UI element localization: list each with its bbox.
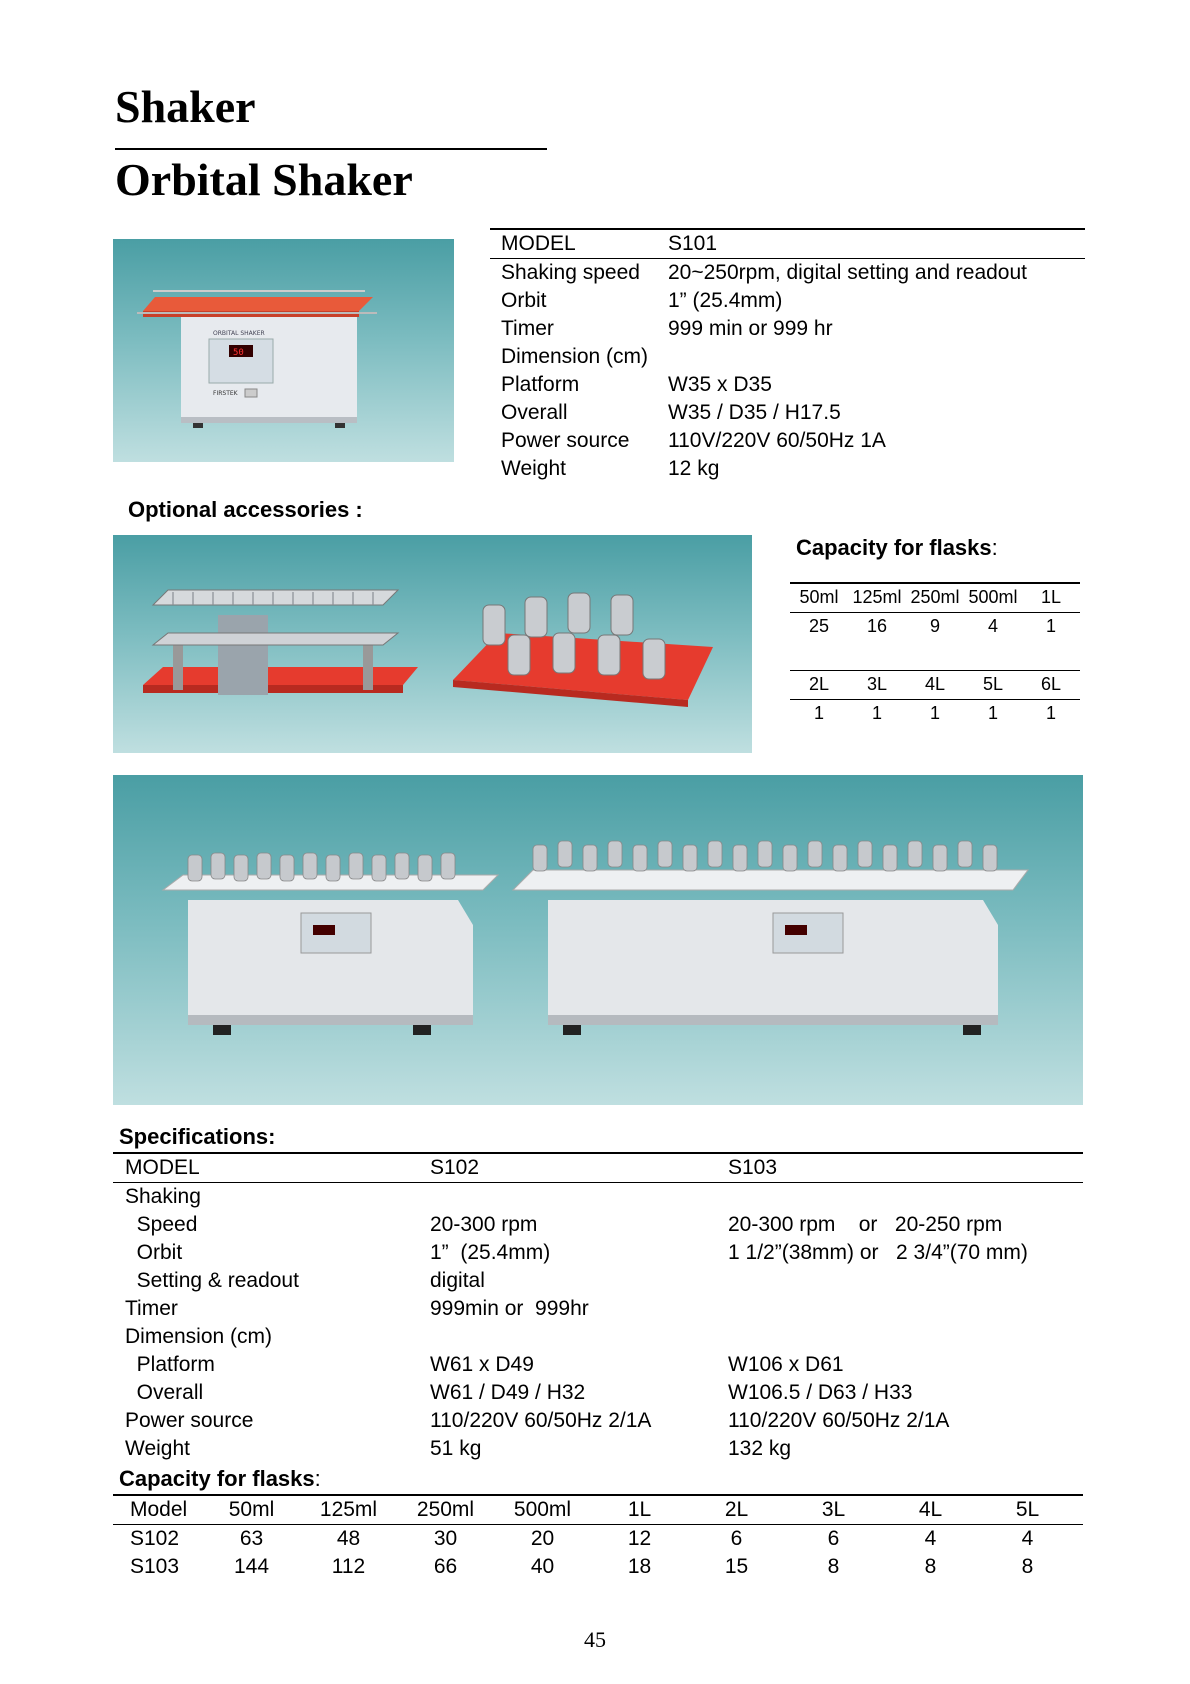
spec-key: Power source bbox=[501, 429, 630, 452]
spec-value: 1” (25.4mm) bbox=[668, 289, 783, 312]
capacity-header-cell: 500ml bbox=[513, 1497, 572, 1521]
capacity-value-row bbox=[790, 613, 1080, 641]
s101-capacity-table bbox=[790, 582, 1080, 728]
spec-key: Dimension (cm) bbox=[501, 345, 649, 368]
spec-key: Platform bbox=[501, 373, 580, 396]
capacity-header-cell: 4L bbox=[918, 1497, 943, 1521]
capacity-value-cell: 20 bbox=[530, 1527, 555, 1550]
capacity-value-cell: 48 bbox=[336, 1527, 361, 1550]
spec-key: Setting & readout bbox=[125, 1269, 299, 1292]
capacity-header-cell: 2L bbox=[808, 674, 830, 694]
accessories-photo bbox=[113, 535, 752, 753]
capacity-header-row bbox=[113, 1496, 1083, 1524]
spec-key: Power source bbox=[125, 1409, 254, 1432]
spec-key: Dimension (cm) bbox=[125, 1325, 273, 1348]
capacity-header-cell: 4L bbox=[924, 674, 946, 694]
spec-row bbox=[490, 343, 1085, 371]
spec-key: Shaking bbox=[125, 1185, 201, 1208]
spec-value: W35 x D35 bbox=[668, 373, 772, 396]
title-divider bbox=[115, 148, 547, 150]
spec-row bbox=[113, 1407, 1083, 1435]
capacity-header-cell: 50ml bbox=[799, 587, 839, 607]
spec-value-s103: 132 kg bbox=[728, 1437, 792, 1460]
table-header-row bbox=[490, 230, 1085, 258]
spec-value: W35 / D35 / H17.5 bbox=[668, 401, 841, 424]
capacity-header-row bbox=[790, 584, 1080, 612]
capacity-large-title bbox=[119, 1466, 321, 1492]
page-number: 45 bbox=[584, 1627, 606, 1652]
capacity-header-cell: 1L bbox=[1040, 587, 1062, 607]
spec-value-s102: W61 x D49 bbox=[430, 1353, 534, 1376]
s101-spec-table bbox=[490, 228, 1085, 483]
spec-row bbox=[490, 371, 1085, 399]
spec-row bbox=[490, 399, 1085, 427]
spec-value-s102: digital bbox=[430, 1269, 485, 1292]
spec-key: Timer bbox=[125, 1297, 178, 1320]
s102-s103-product-photo bbox=[113, 775, 1083, 1105]
capacity-value-cell: 16 bbox=[866, 616, 888, 636]
capacity-value-cell: 1 bbox=[813, 703, 824, 723]
capacity-header-cell: 6L bbox=[1040, 674, 1062, 694]
spec-value-s102: W61 / D49 / H32 bbox=[430, 1381, 586, 1404]
capacity-header-cell: 250ml bbox=[910, 587, 960, 607]
spec-key: Timer bbox=[501, 317, 554, 340]
s101-display-readout: 50 bbox=[233, 348, 244, 358]
capacity-title-text: Capacity for flasks bbox=[119, 1466, 315, 1491]
spec-row bbox=[113, 1435, 1083, 1463]
spec-value: 999 min or 999 hr bbox=[668, 317, 833, 340]
capacity-value-cell: 25 bbox=[808, 616, 830, 636]
capacity-value-cell: 66 bbox=[433, 1555, 458, 1578]
capacity-value-cell: 4 bbox=[924, 1527, 937, 1550]
spec-value-s103: 1 1/2”(38mm) or 2 3/4”(70 mm) bbox=[728, 1241, 1028, 1264]
capacity-value-cell: 1 bbox=[929, 703, 940, 723]
capacity-value-cell: 18 bbox=[627, 1555, 652, 1578]
spec-row bbox=[490, 287, 1085, 315]
capacity-header-cell: 5L bbox=[982, 674, 1004, 694]
spec-value-s103: 110/220V 60/50Hz 2/1A bbox=[728, 1409, 950, 1432]
capacity-value-cell: 4 bbox=[987, 616, 998, 636]
s101-brand-label: FIRSTEK bbox=[213, 390, 238, 397]
spec-row bbox=[490, 427, 1085, 455]
page-title: Shaker bbox=[115, 81, 256, 132]
spec-key: Overall bbox=[125, 1381, 204, 1404]
capacity-value-cell: 8 bbox=[827, 1555, 840, 1578]
spec-row bbox=[113, 1183, 1083, 1211]
capacity-title bbox=[796, 535, 998, 561]
capacity-model-header: Model bbox=[130, 1497, 188, 1521]
model-s102: S102 bbox=[430, 1155, 480, 1179]
spec-key: Speed bbox=[125, 1213, 198, 1236]
s101-product-photo bbox=[113, 239, 454, 462]
model-label: MODEL bbox=[125, 1155, 200, 1179]
capacity-header-row bbox=[790, 671, 1080, 699]
specifications-title: Specifications: bbox=[119, 1124, 276, 1149]
spec-key: Weight bbox=[501, 457, 566, 480]
optional-accessories-label: Optional accessories : bbox=[128, 497, 363, 522]
capacity-value-cell: 1 bbox=[871, 703, 882, 723]
spec-row bbox=[490, 455, 1085, 483]
capacity-value-cell: 4 bbox=[1021, 1527, 1034, 1550]
spec-row bbox=[490, 315, 1085, 343]
s102-s103-spec-table bbox=[113, 1152, 1083, 1463]
capacity-value-cell: 8 bbox=[924, 1555, 937, 1578]
spec-value-s102: 1” (25.4mm) bbox=[430, 1241, 551, 1264]
capacity-value-cell: 8 bbox=[1021, 1555, 1034, 1578]
capacity-value-cell: 1 bbox=[1045, 703, 1056, 723]
table-row bbox=[113, 1525, 1083, 1553]
capacity-header-cell: 1L bbox=[627, 1497, 652, 1521]
capacity-value-cell: 6 bbox=[730, 1527, 743, 1550]
capacity-header-cell: 3L bbox=[866, 674, 888, 694]
spec-row bbox=[490, 259, 1085, 287]
table-row bbox=[113, 1553, 1083, 1581]
capacity-header-cell: 5L bbox=[1015, 1497, 1040, 1521]
capacity-value-cell: 30 bbox=[433, 1527, 458, 1550]
capacity-title-text: Capacity for flasks bbox=[796, 535, 992, 560]
capacity-value-cell: 63 bbox=[239, 1527, 264, 1550]
spec-key: Shaking speed bbox=[501, 261, 640, 284]
model-label: MODEL bbox=[501, 231, 576, 255]
spec-row bbox=[113, 1323, 1083, 1351]
capacity-value-cell: 15 bbox=[724, 1555, 749, 1578]
capacity-value-cell: 1 bbox=[987, 703, 998, 723]
page-subtitle: Orbital Shaker bbox=[115, 154, 413, 205]
spec-key: Platform bbox=[125, 1353, 215, 1376]
spec-row bbox=[113, 1295, 1083, 1323]
spec-value-s102: 999min or 999hr bbox=[430, 1297, 589, 1320]
capacity-header-cell: 125ml bbox=[852, 587, 902, 607]
table-header-row bbox=[113, 1154, 1083, 1182]
spec-value-s103: W106 x D61 bbox=[728, 1353, 844, 1376]
capacity-header-cell: 50ml bbox=[228, 1497, 275, 1521]
spec-value-s102: 51 kg bbox=[430, 1437, 482, 1460]
spec-row bbox=[113, 1239, 1083, 1267]
model-value: S101 bbox=[668, 231, 718, 255]
capacity-value-cell: 9 bbox=[929, 616, 940, 636]
capacity-model-cell: S102 bbox=[130, 1527, 180, 1550]
spec-value-s102: 20-300 rpm bbox=[430, 1213, 538, 1236]
capacity-value-cell: 112 bbox=[331, 1555, 366, 1578]
capacity-value-cell: 144 bbox=[233, 1555, 270, 1578]
spec-key: Orbit bbox=[125, 1241, 183, 1264]
capacity-value-cell: 40 bbox=[530, 1555, 555, 1578]
capacity-title-colon: : bbox=[991, 535, 998, 560]
capacity-header-cell: 2L bbox=[724, 1497, 749, 1521]
capacity-value-cell: 12 bbox=[627, 1527, 652, 1550]
capacity-header-cell: 250ml bbox=[416, 1497, 475, 1521]
spec-row bbox=[113, 1351, 1083, 1379]
spec-value-s102: 110/220V 60/50Hz 2/1A bbox=[430, 1409, 652, 1432]
spec-key: Weight bbox=[125, 1437, 190, 1460]
spec-key: Orbit bbox=[501, 289, 547, 312]
capacity-value-cell: 6 bbox=[827, 1527, 840, 1550]
capacity-header-cell: 125ml bbox=[319, 1497, 378, 1521]
capacity-model-cell: S103 bbox=[130, 1555, 180, 1578]
spec-row bbox=[113, 1267, 1083, 1295]
capacity-value-row bbox=[790, 700, 1080, 728]
spec-value: 12 kg bbox=[668, 457, 720, 480]
capacity-header-cell: 500ml bbox=[968, 587, 1018, 607]
spec-value: 110V/220V 60/50Hz 1A bbox=[668, 429, 886, 452]
spec-row bbox=[113, 1379, 1083, 1407]
s101-panel-label: ORBITAL SHAKER bbox=[213, 330, 265, 337]
spec-key: Overall bbox=[501, 401, 568, 424]
spec-value-s103: 20-300 rpm or 20-250 rpm bbox=[728, 1213, 1003, 1236]
capacity-title-colon: : bbox=[314, 1466, 321, 1491]
model-s103: S103 bbox=[728, 1155, 778, 1179]
spec-row bbox=[113, 1211, 1083, 1239]
spec-value: 20~250rpm, digital setting and readout bbox=[668, 261, 1027, 284]
capacity-value-cell: 1 bbox=[1045, 616, 1056, 636]
capacity-header-cell: 3L bbox=[821, 1497, 846, 1521]
spec-value-s103: W106.5 / D63 / H33 bbox=[728, 1381, 913, 1404]
s102-s103-capacity-table bbox=[113, 1494, 1083, 1581]
